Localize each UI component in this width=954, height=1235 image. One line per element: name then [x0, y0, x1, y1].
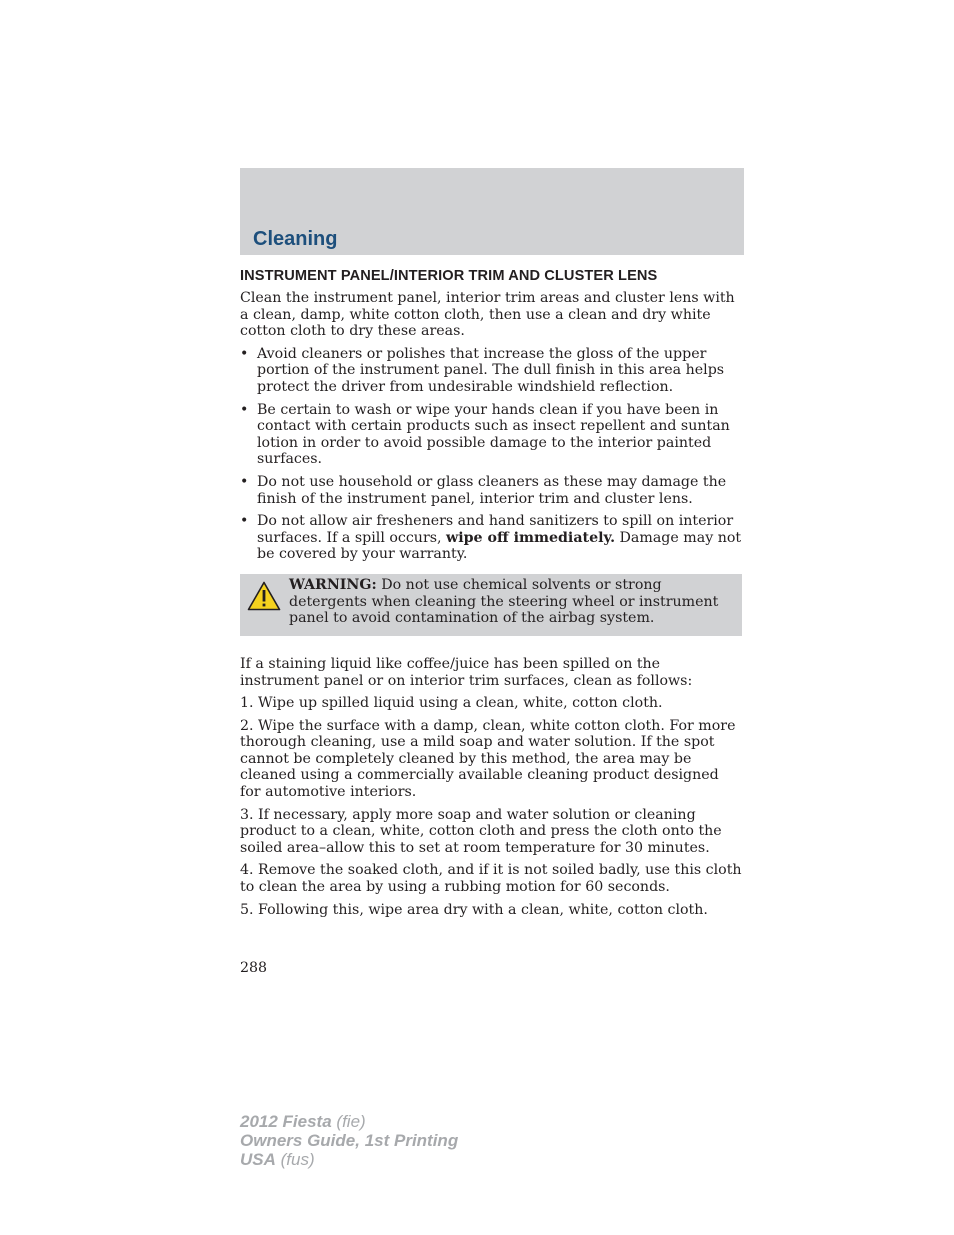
list-item — [240, 402, 742, 468]
bullet-glyph: • — [240, 473, 249, 490]
section-header — [240, 168, 744, 255]
warning-box — [240, 574, 742, 636]
precautions-list — [240, 346, 742, 563]
warning-text: Do not use chemical solvents or strong detergents when cleaning the steering wheel or instrument panel to avoid contamination of the airbag system. — [289, 576, 719, 627]
list-item — [240, 346, 742, 396]
warning-label: WARNING: — [289, 576, 377, 593]
warning-triangle-icon — [247, 581, 281, 611]
footer-model: 2012 Fiesta — [240, 1112, 332, 1131]
intro-paragraph: Clean the instrument panel, interior trim areas and cluster lens with a clean, damp, white cotton cloth, then use a clean and dry white cotton cloth to dry these areas. — [240, 290, 735, 340]
emphasis-text: wipe off immediately. — [446, 529, 616, 546]
footer-market-code: (fus) — [275, 1150, 315, 1169]
list-item — [240, 513, 742, 563]
footer-edition-info — [240, 1112, 458, 1169]
stain-intro-paragraph: If a staining liquid like coffee/juice has been spilled on the instrument panel or on interior trim surfaces, clean as follows: — [240, 655, 693, 689]
list-item-text: Damage may not be covered by your warranty. — [257, 529, 742, 563]
footer-market: USA — [240, 1150, 276, 1169]
step-item: 2. Wipe the surface with a damp, clean, white cotton cloth. For more thorough cleaning, use a mild soap and water solution. If the spot cannot be completely cleaned by this method, the area may be cleaned using a commercially available cleaning product designed for automotive interiors. — [240, 717, 736, 801]
list-item-text: Avoid cleaners or polishes that increase the gloss of the upper portion of the instrument panel. The dull finish in this area helps protect the driver from undesirable windshield reflection. — [257, 345, 725, 395]
footer-line — [240, 1112, 458, 1131]
list-item-text: Do not use household or glass cleaners as these may damage the finish of the instrument panel, interior trim and cluster lens. — [257, 473, 727, 507]
bullet-glyph: • — [240, 401, 249, 418]
footer-line: Owners Guide, 1st Printing — [240, 1131, 459, 1150]
bullet-glyph: • — [240, 513, 249, 530]
list-item — [240, 474, 742, 507]
page-number: 288 — [240, 960, 268, 976]
section-title: Cleaning — [253, 228, 338, 250]
article-body — [240, 266, 742, 924]
article-heading: INSTRUMENT PANEL/INTERIOR TRIM AND CLUSTER LENS — [240, 268, 658, 284]
list-item-text: Do not allow air fresheners and hand sanitizers to spill on interior surfaces. If a spill occurs, — [257, 513, 734, 546]
step-item: 5. Following this, wipe area dry with a clean, white, cotton cloth. — [240, 901, 708, 918]
footer-model-code: (fie) — [331, 1112, 366, 1131]
step-item: 3. If necessary, apply more soap and water solution or cleaning product to a clean, white, cotton cloth and press the cloth onto the soiled area–allow this to set at room temperature for 30 minutes. — [240, 806, 722, 856]
step-item: 4. Remove the soaked cloth, and if it is not soiled badly, use this cloth to clean the area by using a rubbing motion for 60 seconds. — [240, 862, 742, 896]
list-item-text: Be certain to wash or wipe your hands clean if you have been in contact with certain products such as insect repellent and suntan lotion in order to avoid possible damage to the interior painted surfaces. — [257, 401, 730, 468]
step-item: 1. Wipe up spilled liquid using a clean, white, cotton cloth. — [240, 695, 663, 712]
footer-line — [240, 1150, 458, 1169]
bullet-glyph: • — [240, 345, 249, 362]
